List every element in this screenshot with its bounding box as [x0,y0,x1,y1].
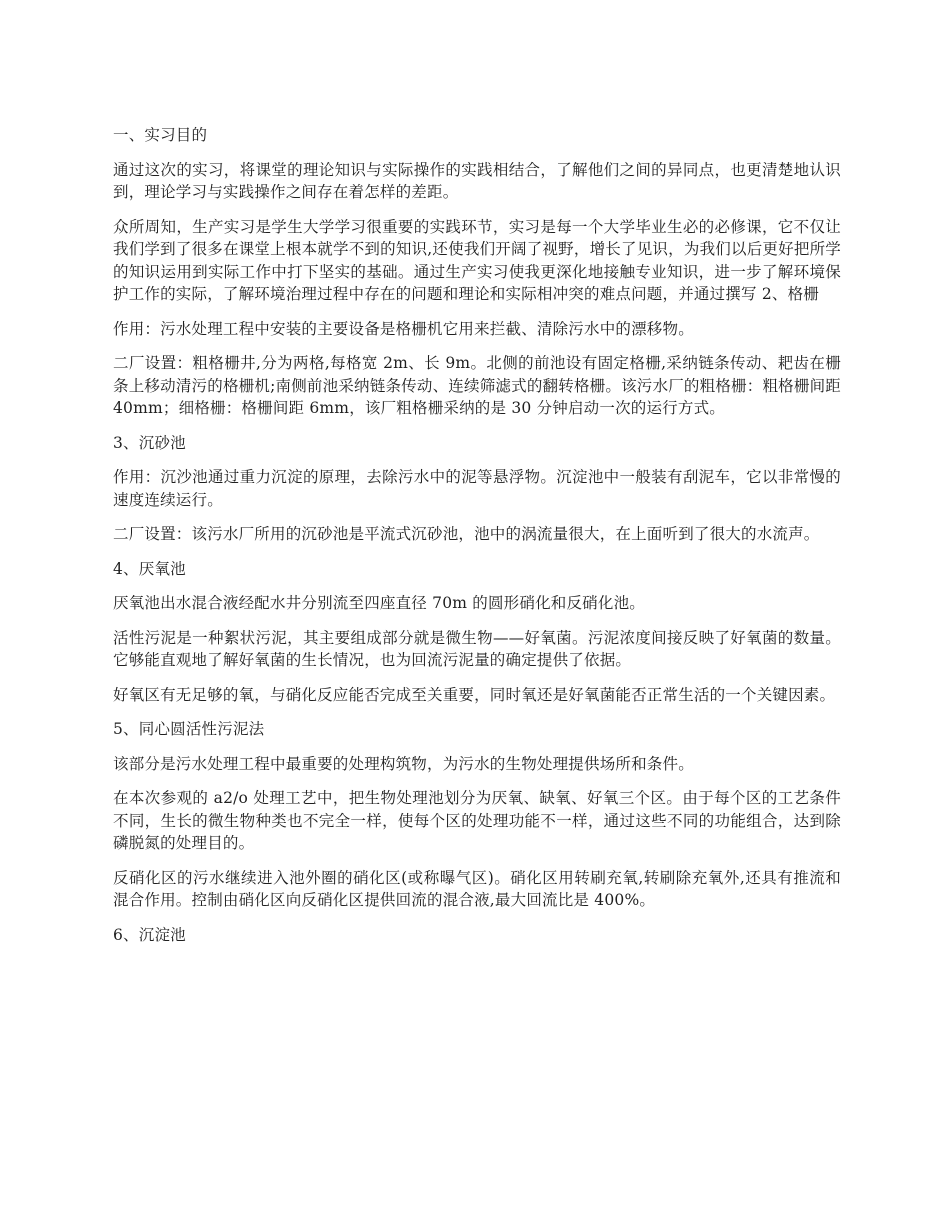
section-heading-anaerobic-tank: 4、厌氧池 [113,559,186,578]
section-heading-grit-chamber: 3、沉砂池 [113,433,186,452]
section-heading-concentric-sludge: 5、同心圆活性污泥法 [113,720,265,738]
paragraph-aerobic-zone: 好氧区有无足够的氧，与硝化反应能否完成至关重要，同时氧还是好氧菌能否正常生活的一个关键因素。 [113,685,836,704]
paragraph-activated-sludge: 活性污泥是一种絮状污泥，其主要组成部分就是微生物——好氧菌。污泥浓度间接反映了好氧菌的数量。它够能直观地了解好氧菌的生长情况，也为回流污泥量的确定提供了依据。 [113,628,841,669]
paragraph-purpose: 通过这次的实习，将课堂的理论知识与实际操作的实践相结合，了解他们之间的异同点，也更清楚地认识到，理论学习与实践操作之间存在着怎样的差距。 [113,160,841,201]
document-page [113,124,841,958]
section-heading-sedimentation-tank: 6、沉淀池 [113,925,186,944]
paragraph-grille-setup: 二厂设置：粗格栅井,分为两格,每格宽 2m、长 9m。北侧的前池设有固定格栅,采纳链条传动、耙齿在栅条上移动清污的格栅机;南侧前池采纳链条传动、连续筛滤式的翻转格栅。该污水厂的粗格栅：粗格栅间距 40mm；细格栅：格栅间距 6mm，该厂粗格栅采纳的是 30 分钟启动一次的运行方式。 [113,354,841,417]
paragraph-treatment-structure: 该部分是污水处理工程中最重要的处理构筑物，为污水的生物处理提供场所和条件。 [113,754,694,773]
paragraph-grit-setup: 二厂设置：该污水厂所用的沉砂池是平流式沉砂池，池中的涡流量很大，在上面听到了很大的水流声。 [113,525,820,543]
paragraph-production-internship: 众所周知，生产实习是学生大学学习很重要的实践环节，实习是每一个大学毕业生必的必修课，它不仅让我们学到了很多在课堂上根本就学不到的知识,还使我们开阔了视野，增长了见识，为我们以后更好把所学的知识运用到实际工作中打下坚实的基础。通过生产实习使我更深化地接触专业知识，进一步了解环境保护工作的实际，了解环境治理过程中存在的问题和理论和实际相冲突的难点问题，并通过撰写 2、格栅 [113,217,841,303]
section-heading-internship-purpose: 一、实习目的 [113,126,208,144]
paragraph-grit-function: 作用：沉沙池通过重力沉淀的原理，去除污水中的泥等悬浮物。沉淀池中一般装有刮泥车，它以非常慢的速度连续运行。 [113,468,841,509]
paragraph-a2o-process: 在本次参观的 a2/o 处理工艺中，把生物处理池划分为厌氧、缺氧、好氧三个区。由于每个区的工艺条件不同，生长的微生物种类也不完全一样，使每个区的处理功能不一样，通过这些不同的功能组合，达到除磷脱氮的处理目的。 [113,789,841,852]
paragraph-grille-function: 作用：污水处理工程中安装的主要设备是格栅机它用来拦截、清除污水中的漂移物。 [113,319,694,338]
paragraph-anaerobic-outflow: 厌氧池出水混合液经配水井分别流至四座直径 70m 的圆形硝化和反硝化池。 [113,594,645,612]
paragraph-denitrification: 反硝化区的污水继续进入池外圈的硝化区(或称曝气区)。硝化区用转刷充氧,转刷除充氧外,还具有推流和混合作用。控制由硝化区向反硝化区提供回流的混合液,最大回流比是 400%。 [113,868,841,909]
